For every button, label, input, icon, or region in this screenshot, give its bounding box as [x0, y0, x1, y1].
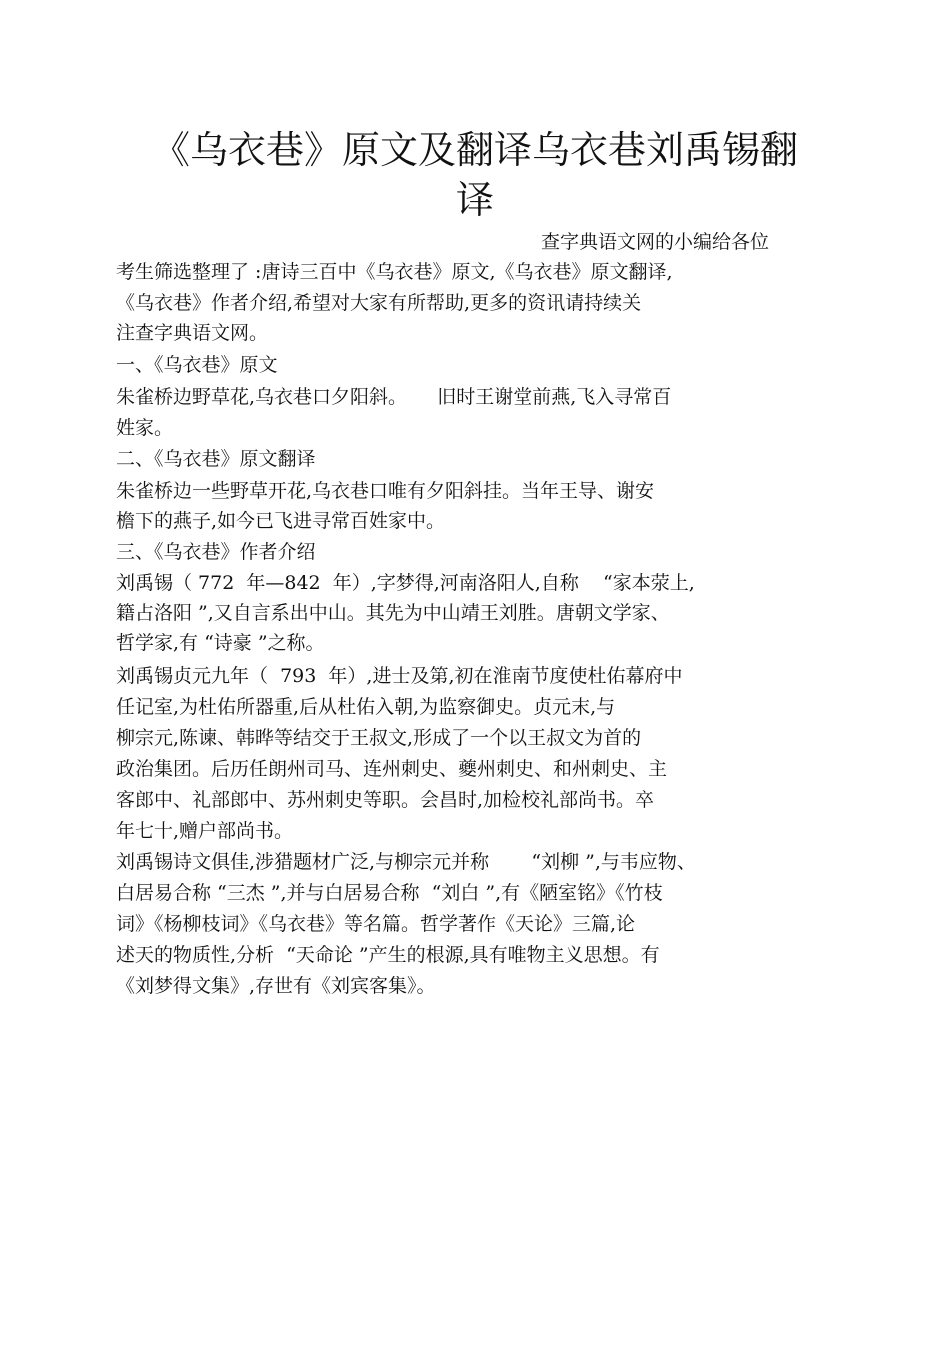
document-title-line-2: 译: [455, 178, 494, 222]
intro-line: 注查字典语文网。: [116, 322, 269, 344]
paragraph-line: 姓家。: [116, 417, 174, 439]
intro-line: 查字典语文网的小编给各位: [541, 231, 770, 253]
paragraph-line: 朱雀桥边野草花,乌衣巷口夕阳斜。 旧时王谢堂前燕,飞入寻常百: [116, 386, 672, 408]
paragraph-line: 朱雀桥边一些野草开花,乌衣巷口唯有夕阳斜挂。当年王导、谢安: [116, 480, 655, 502]
paragraph-line: 籍占洛阳 ”,又自言系出中山。其先为中山靖王刘胜。唐朝文学家、: [116, 602, 670, 624]
section-heading: 三、《乌衣巷》作者介绍: [116, 541, 316, 563]
intro-line: 《乌衣巷》作者介绍,希望对大家有所帮助,更多的资讯请持续关: [116, 292, 642, 314]
paragraph-line: 柳宗元,陈谏、韩晔等结交于王叔文,形成了一个以王叔文为首的: [116, 727, 642, 749]
section-heading: 一、《乌衣巷》原文: [116, 354, 278, 376]
paragraph-line: 《刘梦得文集》,存世有《刘宾客集》。: [116, 975, 436, 997]
paragraph-line: 白居易合称 “三杰 ”,并与白居易合称 “刘白 ”,有《陋室铭》《竹枝: [116, 882, 663, 904]
paragraph-line: 檐下的燕子,如今已飞进寻常百姓家中。: [116, 510, 446, 532]
paragraph-line: 任记室,为杜佑所器重,后从杜佑入朝,为监察御史。贞元末,与: [116, 696, 616, 718]
paragraph-line: 述天的物质性,分析 “天命论 ”产生的根源,具有唯物主义思想。有: [116, 944, 660, 966]
intro-line: 考生筛选整理了 :唐诗三百中《乌衣巷》原文,《乌衣巷》原文翻译,: [116, 261, 673, 283]
paragraph-line: 客郎中、礼部郎中、苏州刺史等职。会昌时,加检校礼部尚书。卒: [116, 789, 655, 811]
paragraph-line: 政治集团。后历任朗州司马、连州刺史、夔州刺史、和州刺史、主: [116, 758, 668, 780]
paragraph-line: 哲学家,有 “诗豪 ”之称。: [116, 632, 325, 654]
paragraph-line: 刘禹锡诗文俱佳,涉猎题材广泛,与柳宗元并称 “刘柳 ”,与韦应物、: [116, 851, 696, 873]
paragraph-line: 刘禹锡（ 772 年—842 年）,字梦得,河南洛阳人,自称 “家本荥上,: [116, 572, 695, 594]
paragraph-line: 刘禹锡贞元九年（ 793 年）,进士及第,初在淮南节度使杜佑幕府中: [116, 665, 683, 687]
section-heading: 二、《乌衣巷》原文翻译: [116, 448, 316, 470]
paragraph-line: 词》《杨柳枝词》《乌衣巷》等名篇。哲学著作《天论》三篇,论: [116, 913, 636, 935]
paragraph-line: 年七十,赠户部尚书。: [116, 820, 294, 842]
document-title-line-1: 《乌衣巷》原文及翻译乌衣巷刘禹锡翻: [151, 128, 798, 172]
